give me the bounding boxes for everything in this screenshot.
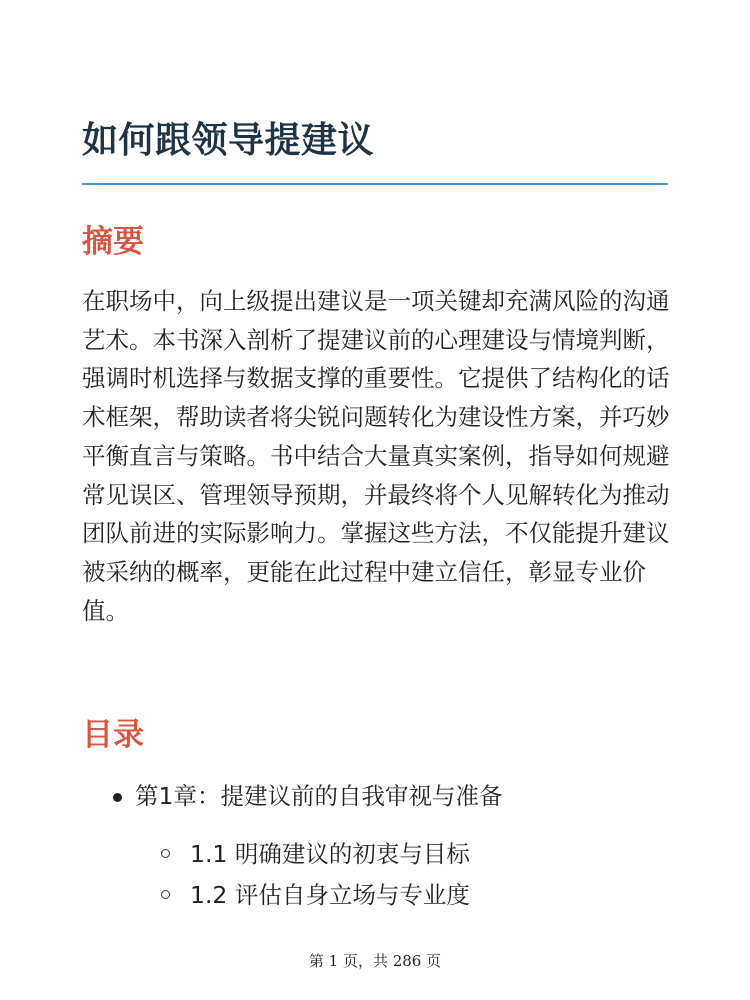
abstract-body: 在职场中，向上级提出建议是一项关键却充满风险的沟通艺术。本书深入剖析了提建议前的心理建设与情境判断，强调时机选择与数据支撑的重要性。它提供了结构化的话术框架，帮助读者将尖锐问题转化为建设性方案，并巧妙平衡直言与策略。书中结合大量真实案例，指导如何规避常见误区、管理领导预期，并最终将个人见解转化为推动团队前进的实际影响力。掌握这些方法，不仅能提升建议被采纳的概率，更能在此过程中建立信任，彰显专业价值。 (82, 287, 670, 625)
toc-chapter-1[interactable]: 第1章：提建议前的自我审视与准备 (135, 782, 503, 810)
page-title: 如何跟领导提建议 (82, 120, 375, 161)
bullet-circle-icon (161, 890, 170, 899)
toc-heading: 目录 (82, 717, 144, 753)
bullet-disc-icon (113, 793, 122, 802)
title-divider (82, 183, 668, 185)
toc-section-1-2[interactable]: 1.2 评估自身立场与专业度 (190, 881, 470, 909)
page-number: 第 1 页，共 286 页 (308, 952, 442, 970)
toc-section-1-1[interactable]: 1.1 明确建议的初衷与目标 (190, 840, 470, 868)
abstract-heading: 摘要 (82, 224, 144, 260)
bullet-circle-icon (161, 849, 170, 858)
